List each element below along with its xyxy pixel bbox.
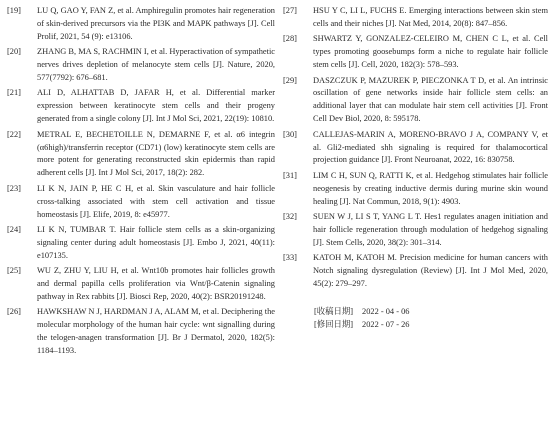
reference-text: WU Z, ZHU Y, LIU H, et al. Wnt10b promotes hair follicles growth and dermal papilla cells proliferation via Wnt/β-Catenin signaling pathway in Rex rabbits [J]. Biosci Rep, 2020, 40(2): BSR20191248. <box>37 266 275 302</box>
reference-item <box>283 33 548 72</box>
reference-item <box>7 87 275 126</box>
reference-text: LI K N, TUMBAR T. Hair follicle stem cells as a skin-organizing signaling center during adult homeostasis [J]. Embo J, 2021, 40(11): e107135. <box>37 225 275 260</box>
reference-item <box>283 5 548 31</box>
reference-number: [27] <box>283 6 297 15</box>
received-date-value: 2022 - 04 - 06 <box>362 307 410 317</box>
revised-date-row <box>314 318 548 331</box>
reference-number: [32] <box>283 212 297 222</box>
reference-text: ZHANG B, MA S, RACHMIN I, et al. Hyperactivation of sympathetic nerves drives depletion of melanocyte stem cells [J]. Nature, 2020, 577(7792): 676–681. <box>37 47 275 83</box>
references-left-column <box>7 5 275 361</box>
reference-item <box>7 224 275 263</box>
reference-text: LU Q, GAO Y, FAN Z, et al. Amphiregulin promotes hair regeneration of skin-derived precursors via the PI3K and MAPK pathways [J]. Cell Prolif, 2021, 54 (9): e13106. <box>37 6 275 41</box>
reference-text: HSU Y C, LI L, FUCHS E. Emerging interactions between skin stem cells and their niches [J]. Nat Med, 2014, 20(8): 847–856. <box>313 6 548 28</box>
reference-number: [33] <box>283 253 297 263</box>
article-dates <box>314 305 548 331</box>
reference-number: [21] <box>7 88 21 98</box>
reference-text: METRAL E, BECHETOILLE N, DEMARNE F, et al. α6 integrin (α6high)/transferrin receptor (CD71) (low) keratinocyte stem cells are more potent for generating reconstructed skin epidermis than rapid adherent cells [J]. Int J Mol Sci, 2017, 18(2): 282. <box>37 129 275 178</box>
reference-item <box>7 129 275 181</box>
reference-item <box>283 129 548 168</box>
reference-number: [29] <box>283 75 297 85</box>
reference-number: [28] <box>283 34 297 44</box>
reference-number: [26] <box>7 307 21 317</box>
reference-item <box>283 252 548 291</box>
reference-item <box>7 46 275 85</box>
reference-number: [19] <box>7 6 21 15</box>
reference-number: [24] <box>7 225 21 234</box>
received-date-label: [收稿日期] <box>314 307 354 317</box>
reference-number: [31] <box>283 170 297 180</box>
reference-text: HAWKSHAW N J, HARDMAN J A, ALAM M, et al. Deciphering the molecular morphology of the human hair cycle: wnt signalling during the telogen-anagen transformation [J]. Br J Dermatol, 2020, 182(5): 1184–1193. <box>37 307 275 356</box>
reference-number: [22] <box>7 129 21 139</box>
reference-item <box>283 170 548 209</box>
received-date-row <box>314 305 548 318</box>
reference-text: LIM C H, SUN Q, RATTI K, et al. Hedgehog stimulates hair follicle neogenesis by creating inductive dermis during murine skin wound healing [J]. Nat Commun, 2018, 9(1): 4903. <box>313 170 548 206</box>
reference-text: SHWARTZ Y, GONZALEZ-CELEIRO M, CHEN C L, et al. Cell types promoting goosebumps form a niche to regulate hair follicle stem cells [J]. Cell, 2020, 182(3): 578–593. <box>313 34 548 70</box>
references-right-column <box>283 5 548 331</box>
revised-date-label: [修回日期] <box>314 320 354 330</box>
reference-number: [23] <box>7 183 21 193</box>
reference-item <box>283 211 548 250</box>
revised-date-value: 2022 - 07 - 26 <box>362 320 410 330</box>
reference-text: KATOH M, KATOH M. Precision medicine for human cancers with Notch signaling dysregulation (Review) [J]. Int J Mol Med, 2020, 45(2): 279–297. <box>313 253 548 289</box>
reference-text: SUEN W J, LI S T, YANG L T. Hes1 regulates anagen initiation and hair follicle regeneration through modulation of hedgehog signaling [J]. Stem Cells, 2020, 38(2): 301–314. <box>313 212 548 247</box>
reference-text: CALLEJAS-MARIN A, MORENO-BRAVO J A, COMPANY V, et al. Gli2-mediated shh signaling is required for thalamocortical projection guidance [J]. Front Neuroanat, 2022, 16: 830758. <box>313 129 548 165</box>
reference-text: LI K N, JAIN P, HE C H, et al. Skin vasculature and hair follicle cross-talking associated with stem cell activation and tissue homeostasis [J]. Elife, 2019, 8: e45977. <box>37 183 275 219</box>
reference-item <box>7 5 275 44</box>
reference-number: [20] <box>7 47 21 57</box>
reference-item <box>7 306 275 358</box>
reference-text: DASZCZUK P, MAZUREK P, PIECZONKA T D, et al. An intrinsic oscillation of gene networks inside hair follicle stem cells: an additional layer that can modulate hair stem cell activities [J]. Front Cell Dev Biol, 2020, 8: 595178. <box>313 75 548 124</box>
reference-item <box>7 265 275 304</box>
reference-number: [30] <box>283 129 297 139</box>
reference-item <box>7 183 275 222</box>
reference-text: ALI D, ALHATTAB D, JAFAR H, et al. Differential marker expression between keratinocyte stem cells and their progeny generated from a single colony [J]. Int J Mol Sci, 2021, 22(19): 10810. <box>37 88 275 124</box>
reference-item <box>283 75 548 127</box>
reference-number: [25] <box>7 266 21 276</box>
